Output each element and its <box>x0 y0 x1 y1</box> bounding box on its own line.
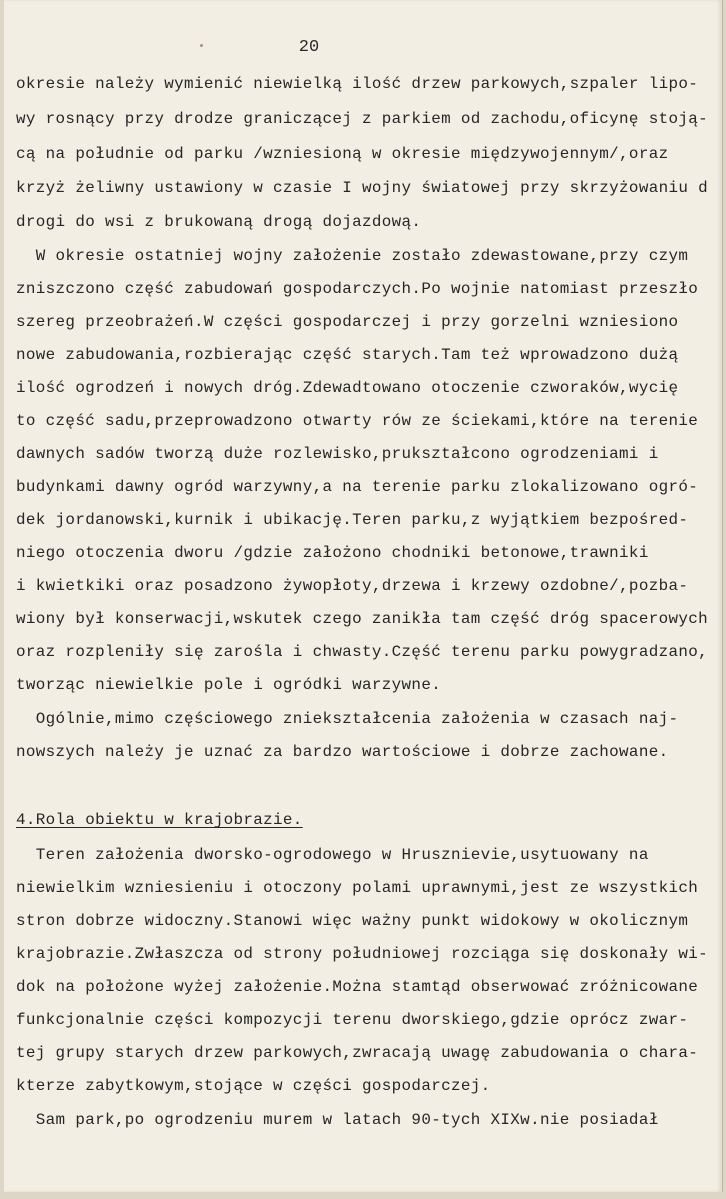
text-line: dawnych sadów tworzą duże rozlewisko,prukształcono ogrodzeniami i <box>16 445 659 463</box>
text-line: szereg przeobrażeń.W części gospodarczej i przy gorzelni wzniesiono <box>16 313 679 331</box>
text-line: stron dobrze widoczny.Stanowi więc ważny punkt widokowy w okolicznym <box>16 912 689 930</box>
text-line: zniszczono część zabudowań gospodarczych.Po wojnie natomiast przeszło <box>16 280 699 298</box>
text-line: tworząc niewielkie pole i ogródki warzywne. <box>16 676 442 694</box>
text-line: Sam park,po ogrodzeniu murem w latach 90-tych XIXw.nie posiadał <box>16 1111 659 1129</box>
text-line: okresie należy wymienić niewielką ilość drzew parkowych,szpaler lipo- <box>16 75 699 93</box>
text-line: dek jordanowski,kurnik i ubikację.Teren parku,z wyjątkiem bezpośred- <box>16 511 689 529</box>
text-line: ilość ogrodzeń i nowych dróg.Zdewadtowano otoczenie czworaków,wycię <box>16 379 679 397</box>
text-line: dok na położone wyżej założenie.Można stamtąd obserwować zróżnicowane <box>16 978 699 996</box>
text-line: krzyż żeliwny ustawiony w czasie I wojny światowej przy skrzyżowaniu d <box>16 179 709 197</box>
text-line: kterze zabytkowym,stojące w części gospodarczej. <box>16 1077 491 1095</box>
text-line: niego otoczenia dworu /gdzie założono chodniki betonowe,trawniki <box>16 544 649 562</box>
text-line: niewielkim wzniesieniu i otoczony polami uprawnymi,jest ze wszystkich <box>16 879 699 897</box>
text-line: cą na południe od parku /wzniesioną w okresie międzywojennym/,oraz <box>16 145 669 163</box>
text-line: krajobrazie.Zwłaszcza od strony południowej rozciąga się doskonały wi- <box>16 945 709 963</box>
text-line: funkcjonalnie części kompozycji terenu dworskiego,gdzie oprócz zwar- <box>16 1011 689 1029</box>
text-line: Ogólnie,mimo częściowego zniekształcenia założenia w czasach naj- <box>16 710 679 728</box>
text-line: nowszych należy je uznać za bardzo wartościowe i dobrze zachowane. <box>16 743 669 761</box>
text-line: oraz rozpleniły się zarośla i chwasty.Część terenu parku powygradzano, <box>16 643 709 661</box>
text-line: i kwietkiki oraz posadzono żywopłoty,drzewa i krzewy ozdobne/,pozba- <box>16 577 689 595</box>
text-line: wiony był konserwacji,wskutek czego zanikła tam część dróg spacerowych <box>16 610 709 628</box>
text-line: drogi do wsi z brukowaną drogą dojazdową. <box>16 213 422 231</box>
section-heading: 4.Rola obiektu w krajobrazie. <box>16 811 303 829</box>
text-line: W okresie ostatniej wojny założenie zostało zdewastowane,przy czym <box>16 247 689 265</box>
text-line: to część sadu,przeprowadzono otwarty rów ze ściekami,które na terenie <box>16 412 699 430</box>
text-line: budynkami dawny ogród warzywny,a na terenie parku zlokalizowano ogró- <box>16 478 699 496</box>
text-line: nowe zabudowania,rozbierając część starych.Tam też wprowadzono dużą <box>16 346 679 364</box>
page-number: 20 <box>298 38 320 57</box>
document-page <box>4 0 723 1192</box>
text-line: Teren założenia dworsko-ogrodowego w Hrusznievie,usytuowany na <box>16 846 649 864</box>
text-line: wy rosnący przy drodze graniczącej z parkiem od zachodu,oficynę stoją- <box>16 110 709 128</box>
text-line: tej grupy starych drzew parkowych,zwracają uwagę zabudowania o chara- <box>16 1044 699 1062</box>
